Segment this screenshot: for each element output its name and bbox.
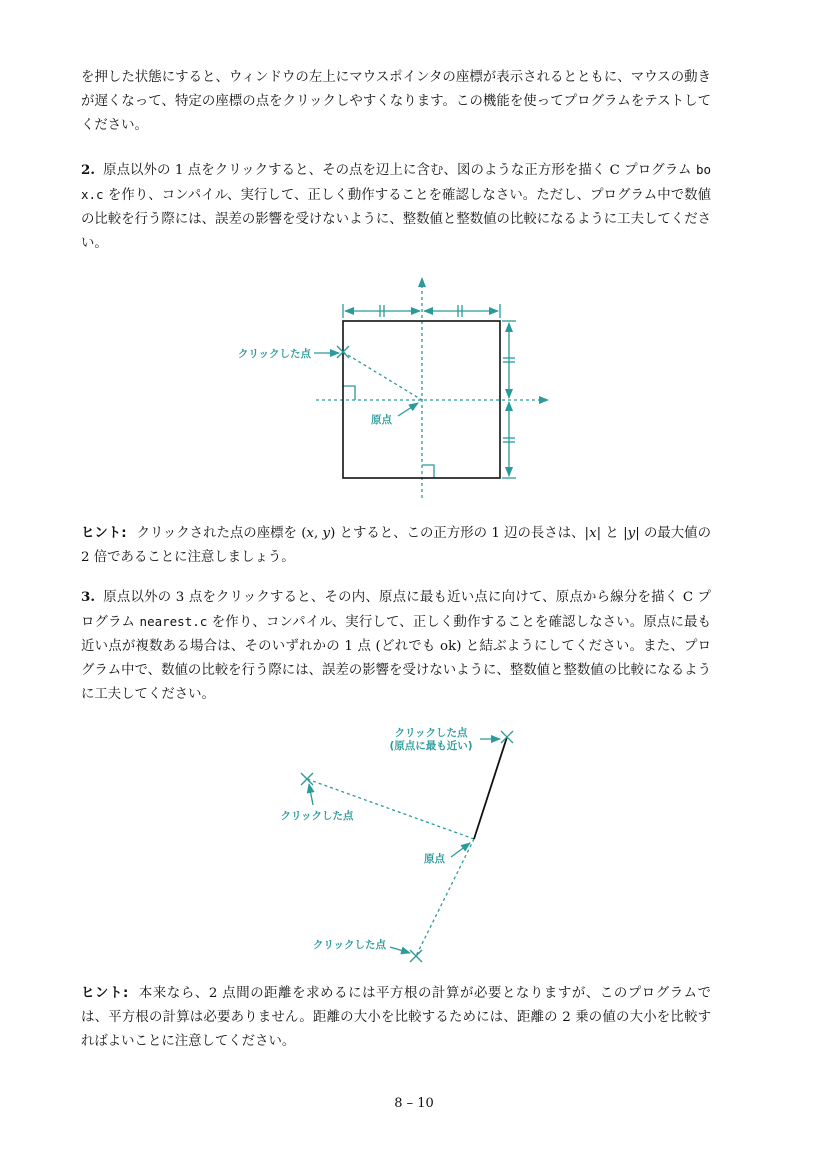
bottom-point-marker <box>410 950 422 962</box>
hint-1-x2: x <box>589 526 597 541</box>
page-number: 8 – 10 <box>394 1096 434 1111</box>
question-2-text-a: 原点以外の 1 点をクリックすると、その点を辺上に含む、図のような正方形を描く C プログラム <box>102 163 696 178</box>
hint-1-y2: y <box>627 526 636 541</box>
fig2-bottom-label: クリックした点 <box>312 939 386 951</box>
hint-1-label: ヒント: <box>81 526 127 541</box>
hint-1-y: y <box>322 526 331 541</box>
fig2-nearest-label-2: (原点に最も近い) <box>389 740 473 752</box>
question-3-number: 3. <box>81 589 95 605</box>
dashed-line-to-left-point <box>307 779 474 839</box>
nearest-point-marker <box>501 731 513 743</box>
fig1-origin-label: 原点 <box>371 414 392 426</box>
fig2-left-label: クリックした点 <box>280 810 354 822</box>
hint-2-text: 本来なら、2 点間の距離を求めるには平方根の計算が必要となりますが、このプログラムでは、平方根の計算は必要ありません。距離の大小を比較するためには、距離の 2 乗の値の大小を比較すればよいことに注意してください。 <box>81 986 712 1049</box>
question-3-text-b: を作り、コンパイル、実行して、正しく動作することを確認しなさい。原点に最も近い点が複数ある場合は、そのいずれかの 1 点 (どれでも ok) と結ぶようにしてください。また、プログラム中で、数値の比較を行う際には、誤差の影響を受けないように、整数値と整数値の比較になるように工夫してください。 <box>81 615 712 702</box>
hint-1-comma: , <box>313 526 323 541</box>
hint-1-text-a: クリックされた点の座標を ( <box>136 526 307 541</box>
left-point-marker <box>301 773 313 785</box>
question-2-text-b: を作り、コンパイル、実行して、正しく動作することを確認しなさい。ただし、プログラム中で数値の比較を行う際には、誤差の影響を受けないように、整数値と整数値の比較になるように工夫してください。 <box>81 188 711 251</box>
fig2-origin-label: 原点 <box>424 853 445 865</box>
filename-nearest-c: nearest.c <box>139 614 208 629</box>
hint-2 <box>81 982 711 1054</box>
hint-2-label: ヒント: <box>81 986 129 1001</box>
hint-1-text-d: | の最大値の 2 倍であることに注意しましょう。 <box>81 526 711 565</box>
arrow-to-bottom-point <box>390 947 410 953</box>
hint-1-x: x <box>306 526 314 541</box>
arrow-to-origin <box>451 843 470 857</box>
arrow-to-left-point <box>309 784 313 805</box>
fig2-nearest-label-1: クリックした点 <box>394 727 468 739</box>
question-3-text-a: 原点以外の 3 点をクリックすると、その内、原点に最も近い点に向けて、原点から線分を描く C プログラム <box>81 590 711 630</box>
fig1-click-label: クリックした点 <box>237 348 311 360</box>
solid-segment-to-nearest <box>474 737 507 839</box>
filename-box-c: box.c <box>81 162 711 202</box>
question-2-number: 2. <box>81 162 95 178</box>
hint-1-text-b: ) とすると、この正方形の 1 辺の長さは、| <box>330 526 590 541</box>
hint-1-text-c: | と | <box>596 526 628 541</box>
intro-paragraph: を押した状態にすると、ウィンドウの左上にマウスポインタの座標が表示されるとともに、マウスの動きが遅くなって、特定の座標の点をクリックしやすくなります。この機能を使ってプログラムをテストしてください。 <box>81 70 711 133</box>
